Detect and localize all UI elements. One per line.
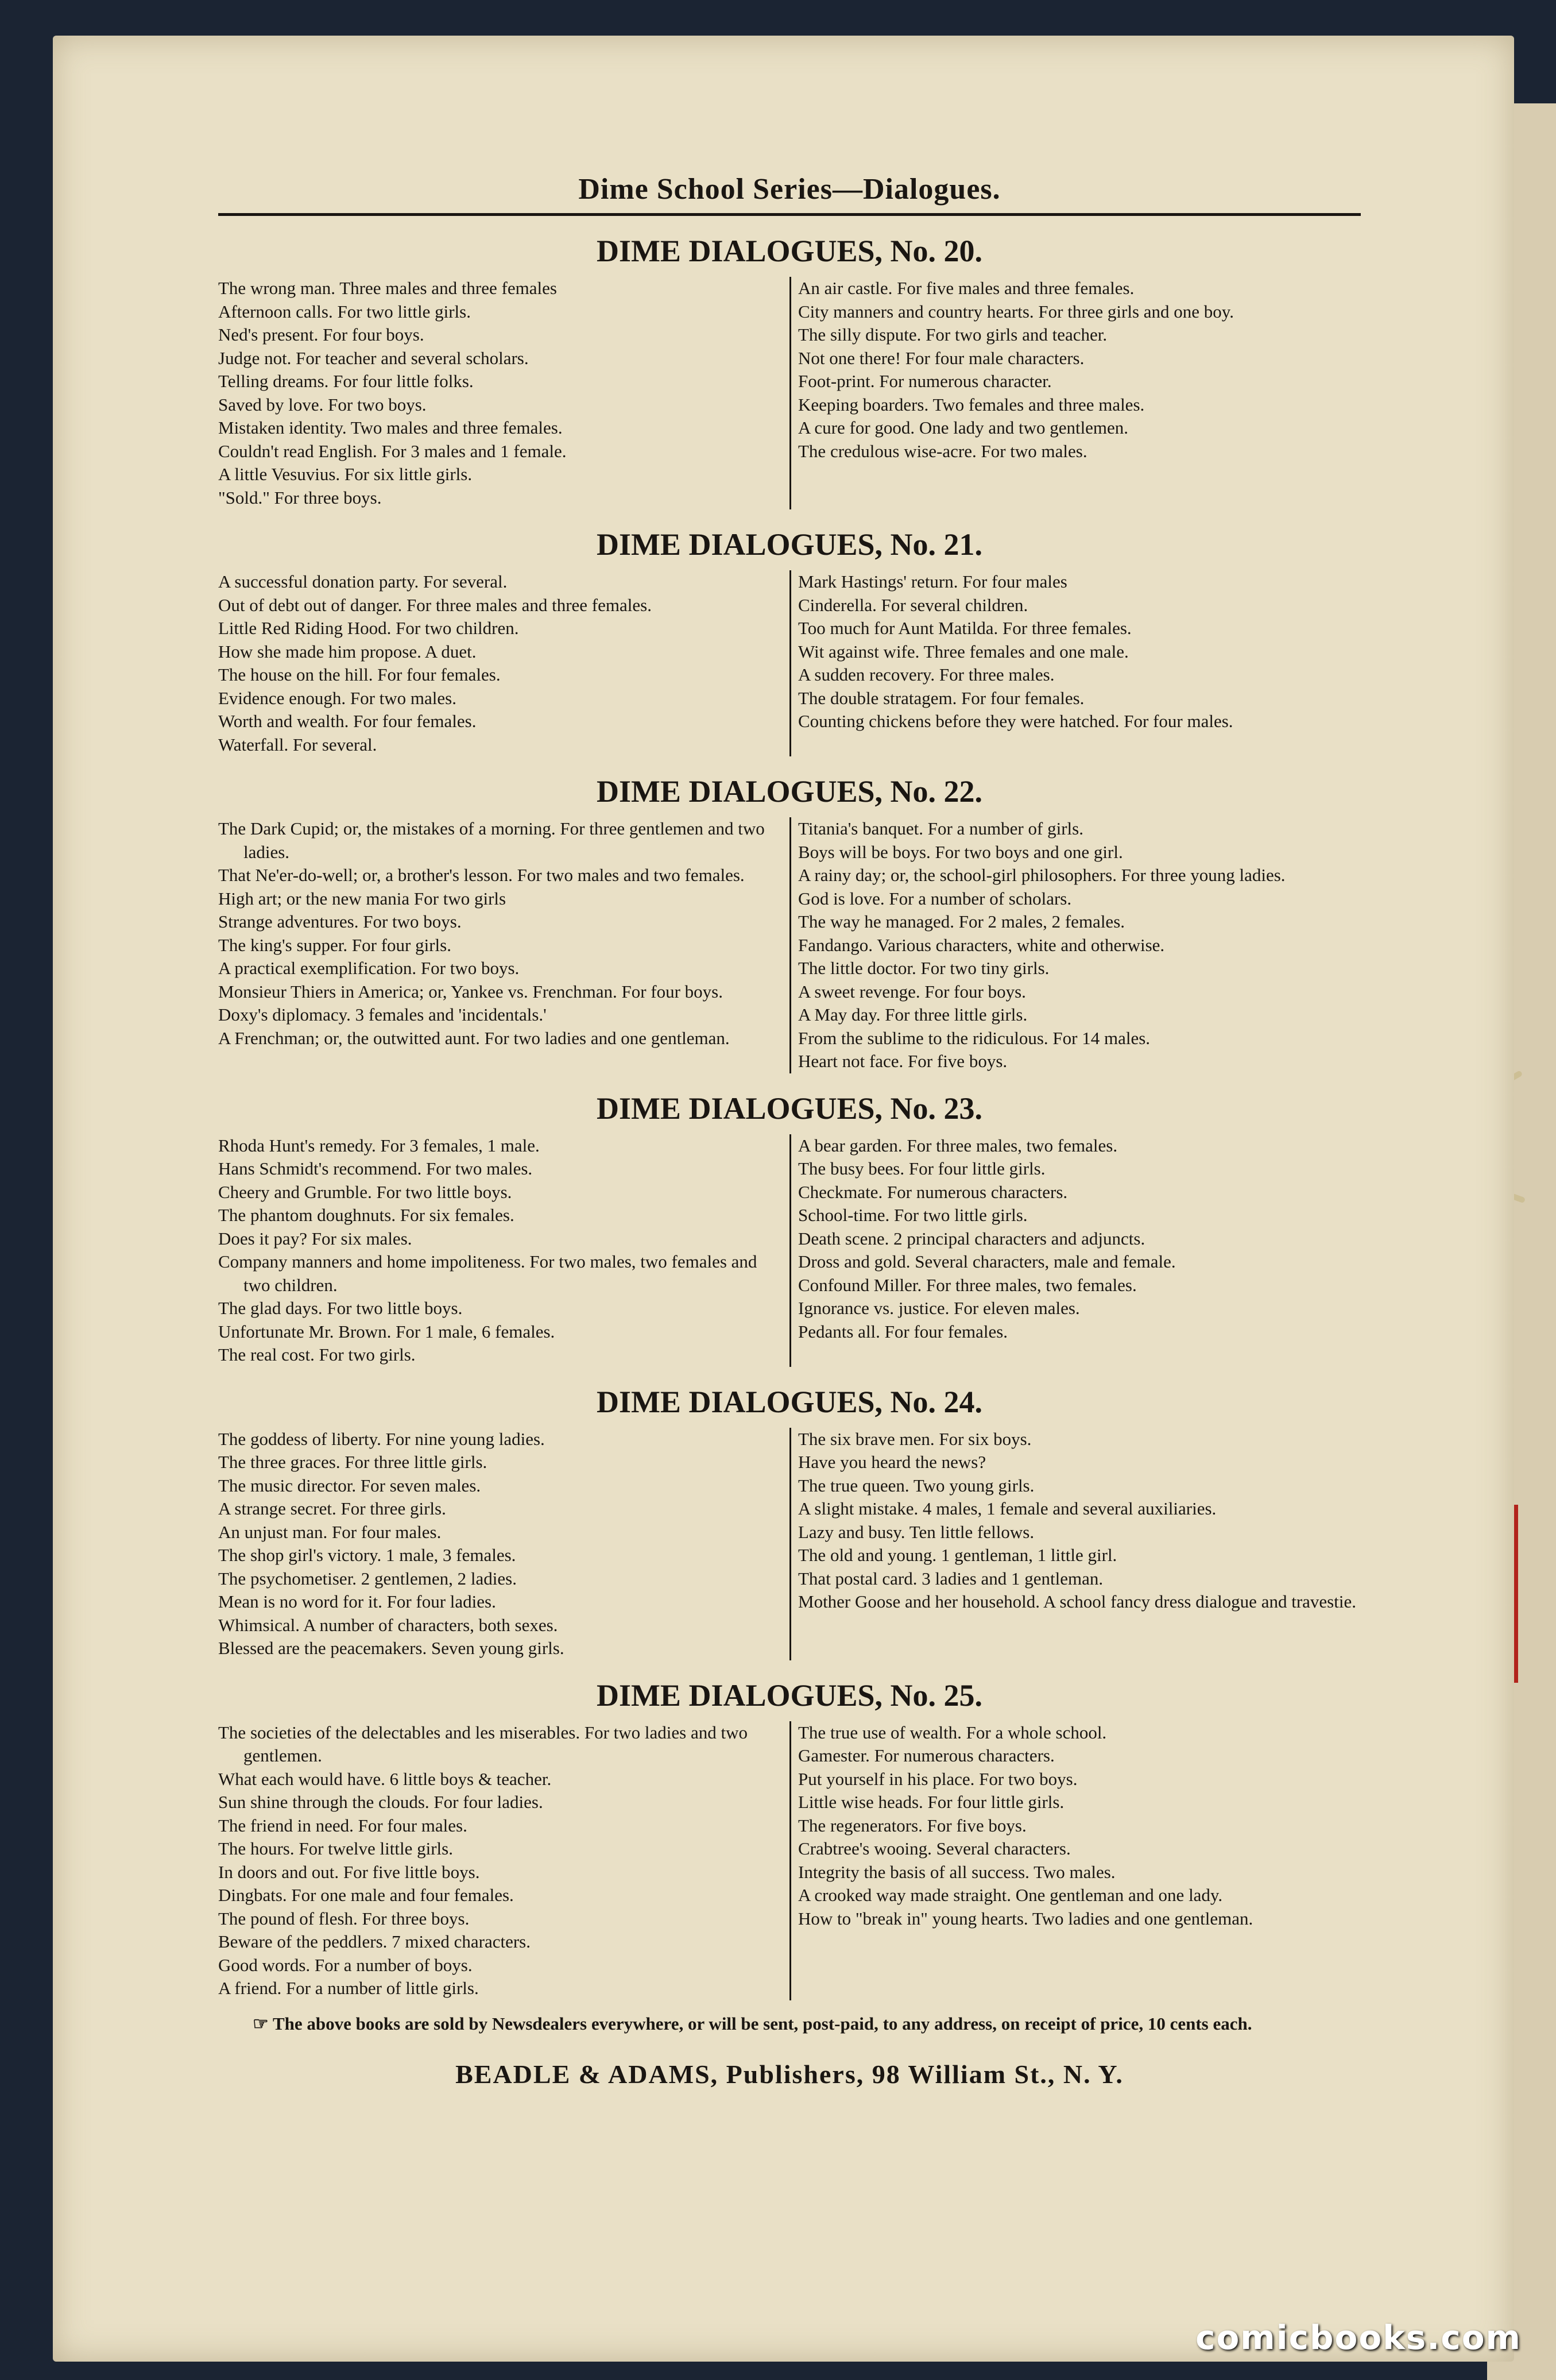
dialogue-entry: The friend in need. For four males. — [218, 1815, 467, 1836]
dialogue-entry: Blessed are the peacemakers. Seven young girls. — [218, 1638, 564, 1658]
dialogue-entry: Not one there! For four male characters. — [798, 347, 1085, 368]
section-title: DIME DIALOGUES, No. 22. — [596, 774, 983, 809]
dialogue-entry: "Sold." For three boys. — [218, 487, 382, 508]
dialogue-entry: Whimsical. A number of characters, both sexes. — [218, 1614, 558, 1635]
dialogue-entry: An air castle. For five males and three females. — [798, 278, 1135, 298]
right-column — [789, 1134, 1361, 1367]
dialogue-entry: A rainy day; or, the school-girl philosophers. For three young ladies. — [798, 865, 1286, 885]
section-title: DIME DIALOGUES, No. 23. — [596, 1091, 983, 1126]
dialogue-entry: A crooked way made straight. One gentleman and one lady. — [798, 1885, 1223, 1905]
dialogue-entry: The real cost. For two girls. — [218, 1344, 416, 1365]
dialogue-entry: Mean is no word for it. For four ladies. — [218, 1591, 496, 1612]
dialogue-entry: A May day. For three little girls. — [798, 1004, 1028, 1025]
left-column — [218, 1721, 789, 2000]
left-column — [218, 570, 789, 756]
dialogue-entry: Dross and gold. Several characters, male and female. — [798, 1251, 1176, 1272]
dialogue-entry: The pound of flesh. For three boys. — [218, 1908, 470, 1929]
dialogue-entry: Crabtree's wooing. Several characters. — [798, 1838, 1071, 1859]
section-columns — [218, 570, 1361, 756]
dialogue-entry: The hours. For twelve little girls. — [218, 1838, 453, 1859]
dialogue-entry: Little Red Riding Hood. For two children. — [218, 618, 519, 638]
footnote: ☞ The above books are sold by Newsdealers everywhere, or will be sent, post-paid, to any address, on receipt of price, 10 cents each. — [253, 2013, 1252, 2034]
dialogue-entry: Foot-print. For numerous character. — [798, 371, 1052, 391]
dialogue-entry: Waterfall. For several. — [218, 734, 377, 755]
dialogue-entry: A friend. For a number of little girls. — [218, 1978, 479, 1998]
dialogue-entry: Saved by love. For two boys. — [218, 394, 427, 415]
dialogue-entry: How she made him propose. A duet. — [218, 641, 477, 662]
dialogue-entry: Doxy's diplomacy. 3 females and 'incidentals.' — [218, 1004, 547, 1025]
dialogue-entry: The credulous wise-acre. For two males. — [798, 441, 1087, 461]
dialogue-entry: Sun shine through the clouds. For four ladies. — [218, 1792, 543, 1812]
dialogue-entry: Unfortunate Mr. Brown. For 1 male, 6 females. — [218, 1321, 555, 1342]
right-column — [789, 570, 1361, 756]
dialogue-entry: A Frenchman; or, the outwitted aunt. For two ladies and one gentleman. — [218, 1027, 730, 1048]
right-column — [789, 277, 1361, 509]
dialogue-sections — [218, 231, 1361, 2000]
dialogue-entry: Out of debt out of danger. For three males and three females. — [218, 594, 652, 615]
dialogue-entry: A sweet revenge. For four boys. — [798, 981, 1026, 1002]
dialogue-entry: The double stratagem. For four females. — [798, 687, 1085, 708]
left-column — [218, 1428, 789, 1660]
dialogue-entry: Judge not. For teacher and several scholars. — [218, 347, 529, 368]
dialogue-entry: Cheery and Grumble. For two little boys. — [218, 1181, 512, 1202]
dialogue-entry: Boys will be boys. For two boys and one girl. — [798, 841, 1123, 862]
dialogue-entry: Integrity the basis of all success. Two males. — [798, 1861, 1116, 1882]
dialogue-entry: Dingbats. For one male and four females. — [218, 1885, 514, 1905]
left-column — [218, 277, 789, 509]
dialogue-entry: What each would have. 6 little boys & teacher. — [218, 1768, 552, 1789]
dialogue-entry: Counting chickens before they were hatched. For four males. — [798, 711, 1233, 731]
dialogue-entry: Fandango. Various characters, white and otherwise. — [798, 934, 1165, 955]
dialogue-entry: Ned's present. For four boys. — [218, 324, 424, 345]
section-title: DIME DIALOGUES, No. 24. — [596, 1384, 983, 1419]
dialogue-entry: Cinderella. For several children. — [798, 594, 1028, 615]
dialogue-entry: Strange adventures. For two boys. — [218, 911, 462, 932]
dialogue-entry: The glad days. For two little boys. — [218, 1298, 463, 1318]
right-column — [789, 817, 1361, 1073]
right-column — [789, 1721, 1361, 2000]
dialogue-entry: The psychometiser. 2 gentlemen, 2 ladies. — [218, 1568, 517, 1589]
dialogue-entry: Wit against wife. Three females and one male. — [798, 641, 1129, 662]
dialogue-entry: How to "break in" young hearts. Two ladies and one gentleman. — [798, 1908, 1253, 1929]
dialogue-entry: Mark Hastings' return. For four males — [798, 571, 1067, 592]
dialogue-entry: The societies of the delectables and les miserables. For two ladies and two gentlemen. — [218, 1722, 748, 1765]
section-columns — [218, 817, 1361, 1073]
publisher-line: BEADLE & ADAMS, Publishers, 98 William St., N. Y. — [455, 2059, 1124, 2089]
dialogue-entry: Afternoon calls. For two little girls. — [218, 301, 471, 322]
dialogue-entry: The way he managed. For 2 males, 2 females. — [798, 911, 1125, 932]
dialogue-entry: Heart not face. For five boys. — [798, 1051, 1008, 1071]
dialogue-entry: Too much for Aunt Matilda. For three females. — [798, 618, 1132, 638]
dialogue-entry: God is love. For a number of scholars. — [798, 888, 1072, 909]
section-columns — [218, 1428, 1361, 1660]
dialogue-entry: Death scene. 2 principal characters and adjuncts. — [798, 1228, 1145, 1249]
right-column — [789, 1428, 1361, 1660]
dialogue-entry: The house on the hill. For four females. — [218, 664, 501, 685]
dialogue-entry: The six brave men. For six boys. — [798, 1428, 1032, 1449]
dialogue-entry: The silly dispute. For two girls and teacher. — [798, 324, 1108, 345]
dialogue-entry: A successful donation party. For several. — [218, 571, 508, 592]
dialogue-entry: In doors and out. For five little boys. — [218, 1861, 480, 1882]
dialogue-entry: Couldn't read English. For 3 males and 1 female. — [218, 441, 567, 461]
dialogue-entry: Gamester. For numerous characters. — [798, 1745, 1055, 1765]
dialogue-entry: Company manners and home impoliteness. For two males, two females and two children. — [218, 1251, 757, 1295]
dialogue-entry: The three graces. For three little girls. — [218, 1452, 487, 1472]
dialogue-entry: The king's supper. For four girls. — [218, 934, 451, 955]
section-columns — [218, 1134, 1361, 1367]
dialogue-entry: Little wise heads. For four little girls. — [798, 1792, 1065, 1812]
dialogue-entry: Telling dreams. For four little folks. — [218, 371, 474, 391]
dialogue-entry: Pedants all. For four females. — [798, 1321, 1008, 1342]
dialogue-entry: Have you heard the news? — [798, 1452, 986, 1472]
dialogue-entry: The phantom doughnuts. For six females. — [218, 1205, 514, 1225]
dialogue-entry: A little Vesuvius. For six little girls. — [218, 464, 473, 484]
dialogue-section — [218, 231, 1361, 509]
dialogue-entry: Checkmate. For numerous characters. — [798, 1181, 1068, 1202]
left-column — [218, 1134, 789, 1367]
dialogue-entry: A bear garden. For three males, two females. — [798, 1135, 1118, 1156]
watermark: comicbooks.com — [1195, 2318, 1522, 2357]
dialogue-entry: A cure for good. One lady and two gentlemen. — [798, 418, 1129, 438]
dialogue-entry: Monsieur Thiers in America; or, Yankee vs. Frenchman. For four boys. — [218, 981, 723, 1002]
dialogue-entry: The old and young. 1 gentleman, 1 little girl. — [798, 1545, 1117, 1565]
dialogue-entry: School-time. For two little girls. — [798, 1205, 1028, 1225]
dialogue-entry: Good words. For a number of boys. — [218, 1954, 473, 1975]
dialogue-entry: The music director. For seven males. — [218, 1475, 481, 1496]
dialogue-entry: Beware of the peddlers. 7 mixed characters. — [218, 1931, 531, 1952]
dialogue-entry: An unjust man. For four males. — [218, 1521, 442, 1542]
dialogue-entry: Keeping boarders. Two females and three males. — [798, 394, 1145, 415]
dialogue-entry: City manners and country hearts. For three girls and one boy. — [798, 301, 1234, 322]
dialogue-entry: That postal card. 3 ladies and 1 gentleman. — [798, 1568, 1104, 1589]
dialogue-section — [218, 771, 1361, 1073]
dialogue-entry: The true use of wealth. For a whole school. — [798, 1722, 1107, 1742]
dialogue-entry: The wrong man. Three males and three females — [218, 278, 557, 298]
dialogue-entry: The Dark Cupid; or, the mistakes of a morning. For three gentlemen and two ladies. — [218, 818, 765, 862]
dialogue-entry: Mistaken identity. Two males and three females. — [218, 418, 563, 438]
dialogue-entry: Does it pay? For six males. — [218, 1228, 412, 1249]
dialogue-entry: A practical exemplification. For two boys. — [218, 958, 520, 978]
dialogue-section — [218, 1382, 1361, 1660]
dialogue-section — [218, 1675, 1361, 2000]
dialogue-entry: Mother Goose and her household. A school fancy dress dialogue and travestie. — [798, 1591, 1356, 1612]
dialogue-entry: Titania's banquet. For a number of girls. — [798, 818, 1083, 839]
dialogue-entry: The goddess of liberty. For nine young ladies. — [218, 1428, 545, 1449]
page-header: Dime School Series—Dialogues. — [218, 172, 1361, 216]
dialogue-entry: Hans Schmidt's recommend. For two males. — [218, 1158, 533, 1179]
left-column — [218, 817, 789, 1073]
dialogue-entry: Worth and wealth. For four females. — [218, 711, 477, 731]
section-columns — [218, 1721, 1361, 2000]
dialogue-entry: The shop girl's victory. 1 male, 3 females. — [218, 1545, 516, 1565]
dialogue-entry: Put yourself in his place. For two boys. — [798, 1768, 1078, 1789]
dialogue-entry: Lazy and busy. Ten little fellows. — [798, 1521, 1035, 1542]
dialogue-entry: Evidence enough. For two males. — [218, 687, 456, 708]
dialogue-entry: A slight mistake. 4 males, 1 female and several auxiliaries. — [798, 1498, 1217, 1519]
dialogue-section — [218, 1088, 1361, 1367]
dialogue-entry: Confound Miller. For three males, two females. — [798, 1274, 1137, 1295]
page-content — [218, 172, 1361, 2089]
section-title: DIME DIALOGUES, No. 21. — [596, 527, 983, 562]
dialogue-entry: The busy bees. For four little girls. — [798, 1158, 1046, 1179]
dialogue-entry: Rhoda Hunt's remedy. For 3 females, 1 male. — [218, 1135, 540, 1156]
dialogue-entry: High art; or the new mania For two girls — [218, 888, 506, 909]
dialogue-section — [218, 524, 1361, 756]
dialogue-entry: A strange secret. For three girls. — [218, 1498, 446, 1519]
dialogue-entry: That Ne'er-do-well; or, a brother's lesson. For two males and two females. — [218, 865, 745, 885]
dialogue-entry: Ignorance vs. justice. For eleven males. — [798, 1298, 1080, 1318]
dialogue-entry: From the sublime to the ridiculous. For 14 males. — [798, 1027, 1151, 1048]
section-columns — [218, 277, 1361, 509]
section-title: DIME DIALOGUES, No. 20. — [596, 234, 983, 268]
dialogue-entry: The true queen. Two young girls. — [798, 1475, 1035, 1496]
section-title: DIME DIALOGUES, No. 25. — [596, 1678, 983, 1713]
dialogue-entry: A sudden recovery. For three males. — [798, 664, 1055, 685]
dialogue-entry: The little doctor. For two tiny girls. — [798, 958, 1050, 978]
dialogue-entry: The regenerators. For five boys. — [798, 1815, 1027, 1836]
